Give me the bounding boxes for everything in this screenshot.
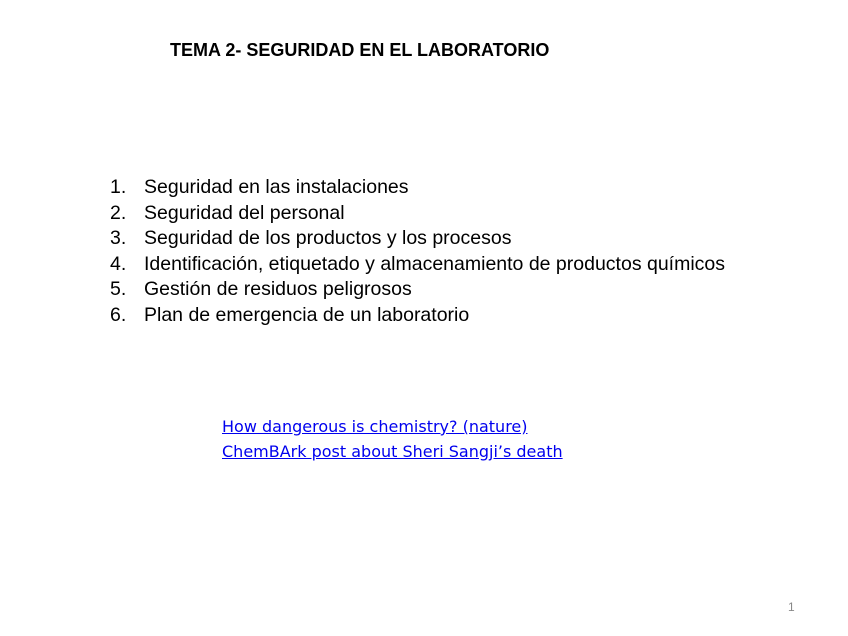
topic-item bbox=[110, 226, 725, 252]
topic-list bbox=[110, 175, 725, 329]
topic-item bbox=[110, 201, 725, 227]
topic-item bbox=[110, 303, 725, 329]
topic-number: 4. bbox=[110, 252, 127, 275]
topic-number: 1. bbox=[110, 176, 127, 198]
topic-item bbox=[110, 175, 725, 201]
slide-title: TEMA 2- SEGURIDAD EN EL LABORATORIO bbox=[170, 40, 550, 60]
topic-number: 5. bbox=[110, 278, 127, 301]
nature-article-link[interactable]: How dangerous is chemistry? (nature) bbox=[222, 417, 528, 436]
topic-number: 3. bbox=[110, 227, 127, 250]
topic-label: Seguridad del personal bbox=[144, 201, 345, 224]
topic-item bbox=[110, 277, 725, 303]
page-number: 1 bbox=[788, 600, 795, 614]
topic-label: Seguridad en las instalaciones bbox=[144, 176, 409, 198]
chembark-post-link[interactable]: ChemBArk post about Sheri Sangji’s death bbox=[222, 442, 563, 461]
topic-label: Plan de emergencia de un laboratorio bbox=[144, 303, 470, 326]
topic-label: Seguridad de los productos y los procesos bbox=[144, 227, 512, 250]
topic-label: Gestión de residuos peligrosos bbox=[144, 278, 412, 301]
topic-number: 2. bbox=[110, 201, 127, 224]
topic-label: Identificación, etiquetado y almacenamiento de productos químicos bbox=[144, 252, 726, 275]
topic-item bbox=[110, 252, 725, 278]
reference-links bbox=[222, 414, 563, 464]
topic-number: 6. bbox=[110, 303, 127, 326]
